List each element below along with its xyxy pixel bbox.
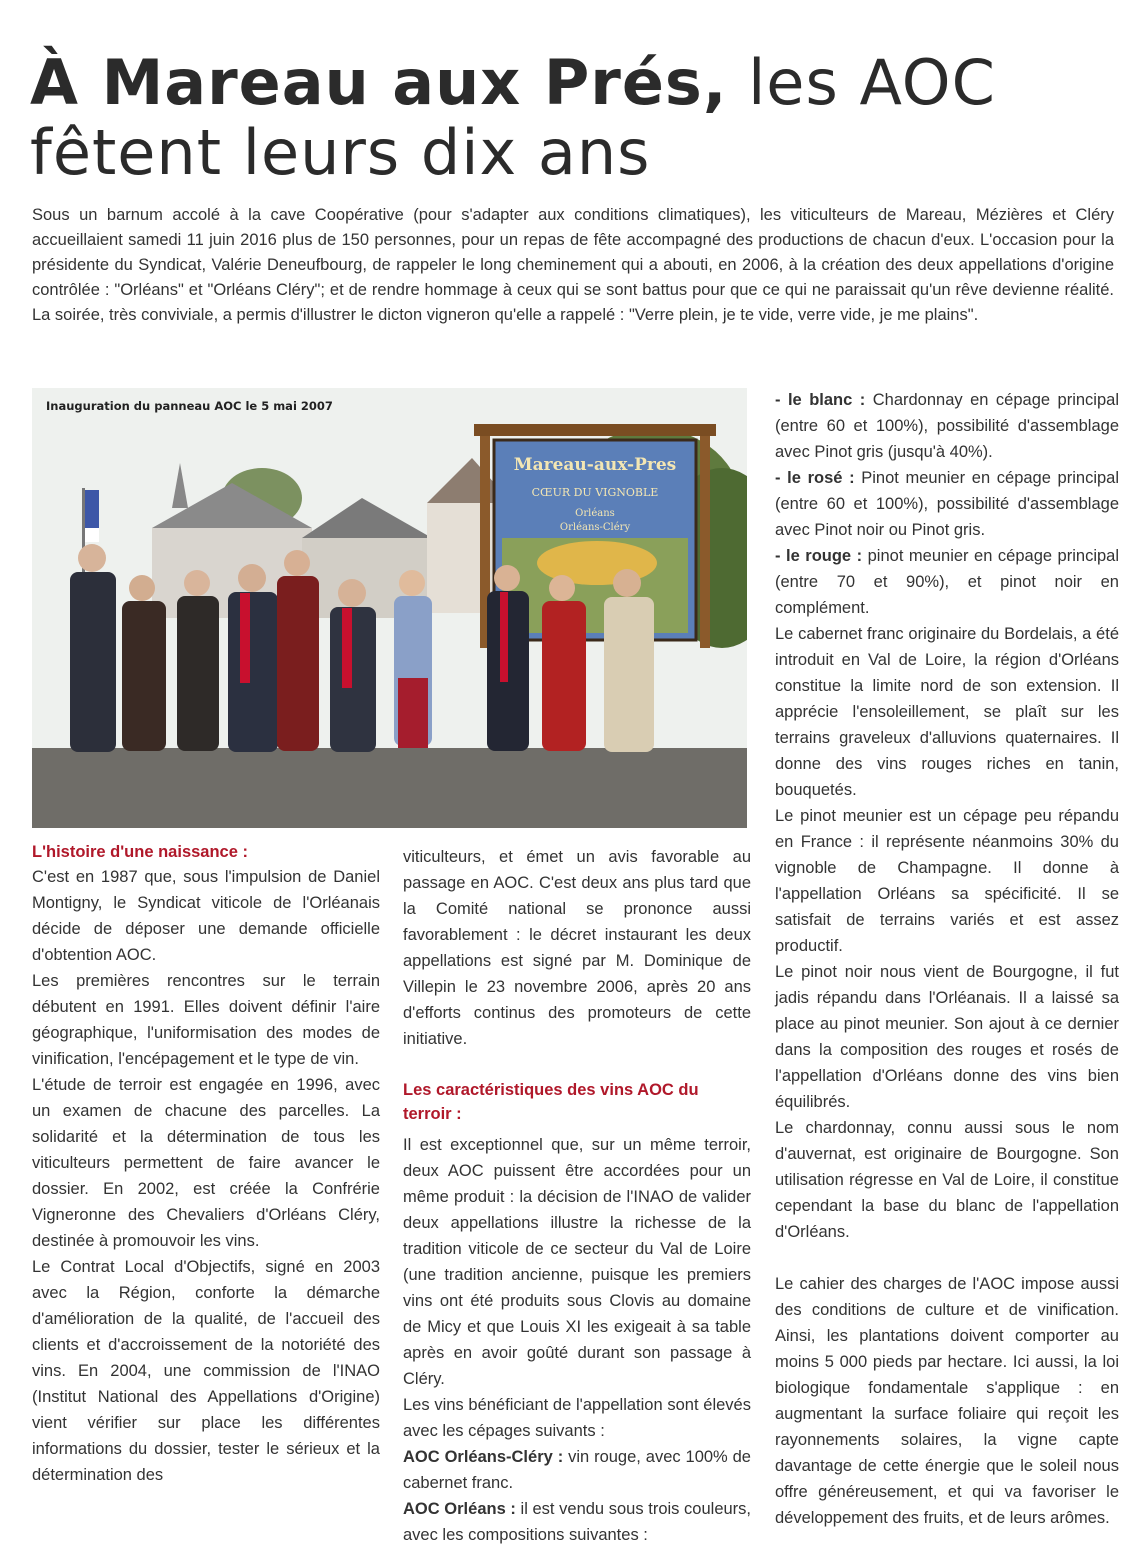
title-bold: À Mareau aux Prés, bbox=[30, 46, 728, 119]
sign-orleans: Orléans bbox=[575, 508, 615, 519]
sign-title: Mareau-aux-Pres bbox=[513, 455, 677, 475]
col1-paragraph-4: Le Contrat Local d'Objectifs, signé en 2003 avec la Région, conforte la démarche d'amélioration de la qualité, de l'accueil des clients et d'accroissement de la notoriété des vins. En 2004, une commission de l'INAO (Institut National des Appellations d'Origine) vient vérifier sur place les différentes informations du dossier, tester le sérieux et la détermination des bbox=[32, 1258, 380, 1484]
aoc-orleans-clery-label: AOC Orléans-Cléry : bbox=[403, 1448, 564, 1466]
aoc-orleans-text: il est vendu sous trois couleurs, avec les compositions suivantes : bbox=[403, 1500, 751, 1544]
col1-paragraph-1: C'est en 1987 que, sous l'impulsion de Daniel Montigny, le Syndicat viticole de l'Orléanais décide de déposer une demande officielle d'obtention AOC. bbox=[32, 868, 380, 964]
sign-subtitle: CŒUR DU VIGNOBLE bbox=[531, 486, 659, 499]
aoc-orleans-label: AOC Orléans : bbox=[403, 1500, 516, 1518]
road-ground bbox=[32, 748, 747, 828]
rouge-item bbox=[775, 543, 1119, 621]
aoc-orleans-clery-text: vin rouge, avec 100% de cabernet franc. bbox=[403, 1448, 751, 1492]
rose-label: - le rosé : bbox=[775, 469, 855, 487]
blanc-text: Chardonnay en cépage principal (entre 60 et 100%), possibilité d'assemblage avec Pinot gris (jusqu'à 40%). bbox=[775, 391, 1119, 461]
rose-item bbox=[775, 465, 1119, 543]
col3-paragraph-4: Le chardonnay, connu aussi sous le nom d'auvernat, est originaire de Bourgogne. Son utilisation régresse en Val de Loire, il constitue cependant la base du blanc de l'appellation d'Orléans. bbox=[775, 1119, 1119, 1241]
col1-paragraph-2: Les premières rencontres sur le terrain débutent en 1991. Elles doivent définir l'aire géographique, l'uniformisation des modes de vinification, l'encépagement et le type de vin. bbox=[32, 972, 380, 1068]
column-3 bbox=[775, 387, 1119, 1531]
inauguration-photo bbox=[32, 388, 747, 828]
col3-paragraph-1: Le cabernet franc originaire du Bordelais, a été introduit en Val de Loire, la région d'Orléans constitue la limite nord de son extension. Il apprécie l'ensoleillement, se plaît sur les terrains graveleux d'alluvions quaternaires. Il donne des vins rouges riches en tanin, bouquetés. bbox=[775, 625, 1119, 799]
title-rest: les AOC fêtent leurs dix ans bbox=[30, 46, 996, 189]
intro-paragraph: Sous un barnum accolé à la cave Coopérative (pour s'adapter aux conditions climatiques), les viticulteurs de Mareau, Mézières et Cléry accueillaient samedi 11 juin 2016 plus de 150 personnes, pour un repas de fête accompagné des productions de chacun d'eux. L'occasion pour la présidente du Syndicat, Valérie Deneufbourg, de rappeler le long cheminement qui a abouti, en 2006, à la création des deux appellations d'origine contrôlée : "Orléans" et "Orléans Cléry"; et de rendre hommage à ceux qui se sont battus pour que ce qui ne paraissait qu'un rêve devienne réalité. La soirée, très conviviale, a permis d'illustrer le dicton vigneron qu'elle a rappelé : "Verre plein, je te vide, verre vide, je me plains". bbox=[32, 206, 1114, 324]
blanc-label: - le blanc : bbox=[775, 391, 866, 409]
heading-caracteristiques: Les caractéristiques des vins AOC du terroir : bbox=[403, 1081, 699, 1123]
rose-text: Pinot meunier en cépage principal (entre 60 et 100%), possibilité d'assemblage avec Pinot noir ou Pinot gris. bbox=[775, 469, 1120, 539]
col1-paragraph-3: L'étude de terroir est engagée en 1996, avec un examen de chacune des parcelles. La solidarité et la détermination de tous les viticulteurs permettent de faire avancer le dossier. En 2002, est créée la Confrérie Vigneronne des Chevaliers d'Orléans Cléry, destinée à promouvoir les vins. bbox=[32, 1076, 380, 1250]
rouge-label: - le rouge : bbox=[775, 547, 863, 565]
photo-caption: Inauguration du panneau AOC le 5 mai 2007 bbox=[46, 399, 333, 413]
aoc-orleans-clery bbox=[403, 1444, 751, 1496]
column-1 bbox=[32, 840, 380, 1488]
heading-histoire: L'histoire d'une naissance : bbox=[32, 843, 248, 861]
col2-paragraph-1: viticulteurs, et émet un avis favorable au passage en AOC. C'est deux ans plus tard que la Comité national se prononce aussi favorablement : le décret instaurant les deux appellations est signé par M. Dominique de Villepin le 23 novembre 2006, après 20 ans d'efforts continus des promoteurs de cette initiative. bbox=[403, 848, 751, 1048]
col3-paragraph-5: Le cahier des charges de l'AOC impose aussi des conditions de culture et de vinification. Ainsi, les plantations doivent comporter au moins 5 000 pieds par hectare. Ici aussi, la loi biologique fondamentale s'applique : en augmentant la surface foliaire qui reçoit les rayonnements solaires, la vigne capte davantage de cette énergie que le soleil nous offre généreusement, et qui va favoriser le développement des fruits, et de leurs arômes. bbox=[775, 1275, 1119, 1527]
col3-paragraph-2: Le pinot meunier est un cépage peu répandu en France : il représente néanmoins 30% du vignoble de Champagne. Il donne à l'appellation Orléans sa spécificité. Il se satisfait de terrains variés et est assez productif. bbox=[775, 807, 1119, 955]
blanc-item bbox=[775, 387, 1119, 465]
col2-paragraph-3: Les vins bénéficiant de l'appellation sont élevés avec les cépages suivants : bbox=[403, 1396, 751, 1440]
sign-orleans-clery: Orléans-Cléry bbox=[559, 522, 631, 533]
col2-paragraph-2: Il est exceptionnel que, sur un même terroir, deux AOC puissent être accordées pour un même produit : la décision de l'INAO de valider deux appellations illustre la richesse de la tradition viticole de ce secteur du Val de Loire (une tradition ancienne, puisque les premiers vins ont été produits sous Clovis au domaine de Micy et que Louis XI les exigeait à sa table après en avoir goûté durant son passage à Cléry. bbox=[403, 1136, 751, 1388]
rouge-text: pinot meunier en cépage principal (entre 70 et 90%), et pinot noir en complément. bbox=[775, 547, 1119, 617]
col3-paragraph-3: Le pinot noir nous vient de Bourgogne, il fut jadis répandu dans l'Orléanais. Il a laissé sa place au pinot meunier. Son ajout à ce dernier dans la composition des rouges et rosés de l'appellation d'Orléans donne des vins bien équilibrés. bbox=[775, 963, 1119, 1111]
aoc-orleans bbox=[403, 1496, 751, 1548]
sign-post-right bbox=[700, 428, 710, 648]
photo-illustration bbox=[32, 388, 747, 828]
article-title bbox=[30, 48, 1120, 188]
column-2 bbox=[403, 844, 751, 1548]
